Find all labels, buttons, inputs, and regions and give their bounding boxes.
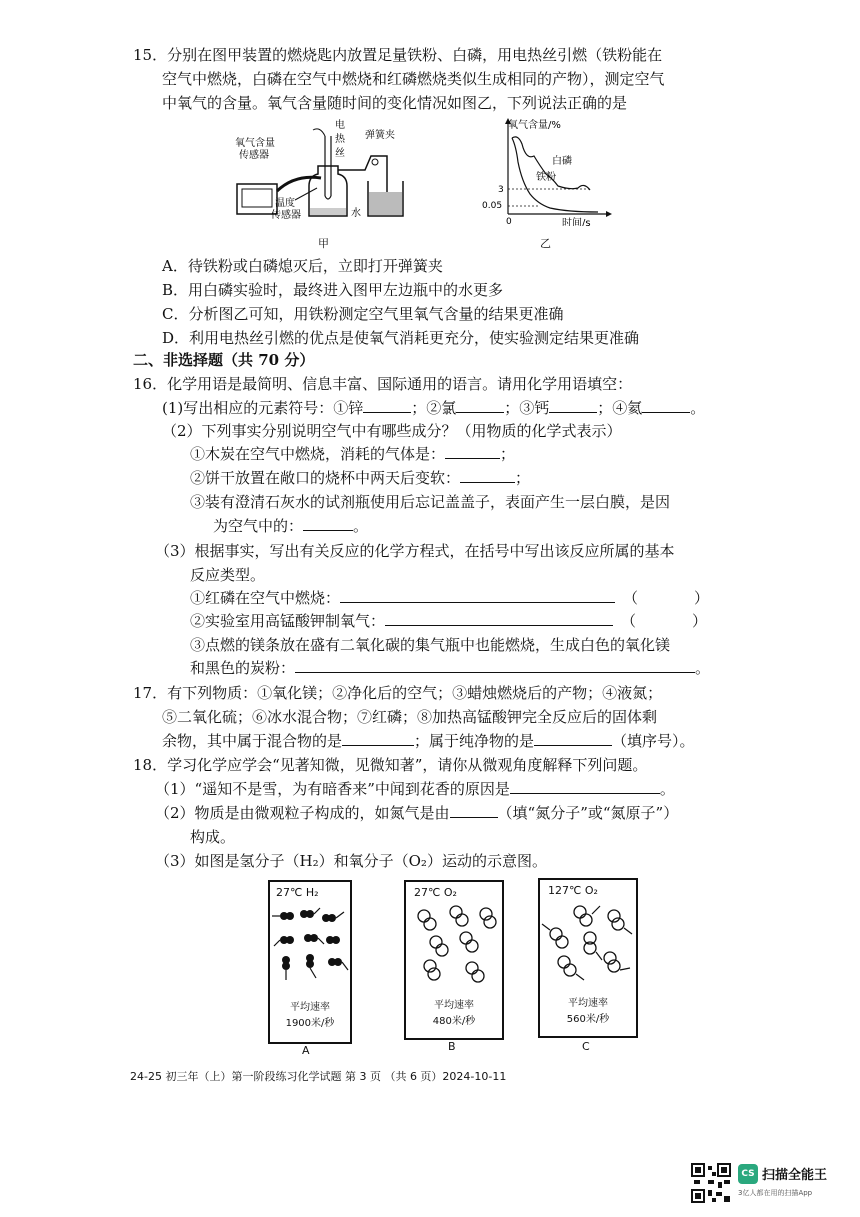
- watermark-app-name: 扫描全能王: [762, 1168, 828, 1183]
- answer-blank[interactable]: [445, 444, 500, 459]
- q16-part3-1: ①红磷在空气中燃烧： （ ）: [190, 589, 710, 607]
- oxygen-molecules-icon: [406, 902, 502, 988]
- camscanner-logo-icon: CS: [738, 1164, 758, 1184]
- water-label: 水: [351, 208, 361, 219]
- page-footer: 24-25 初三年（上）第一阶段练习化学试题 第 3 页 （共 6 页）2024-10-11: [130, 1070, 507, 1083]
- q17-line2: ⑤二氧化硫；⑥冰水混合物；⑦红磷；⑧加热高锰酸钾完全反应后的固体剩: [162, 708, 658, 726]
- q16-part3-line2: 反应类型。: [190, 566, 266, 584]
- apparatus-diagram: [225, 116, 415, 231]
- answer-blank[interactable]: [549, 398, 597, 413]
- white-phosphorus-label: 白磷: [552, 156, 572, 167]
- q15-option-b: B．用白磷实验时，最终进入图甲左边瓶中的水更多: [162, 281, 504, 299]
- q16-part3-2: ②实验室用高锰酸钾制氧气： （ ）: [190, 612, 708, 630]
- q15-option-d: D．利用电热丝引燃的优点是使氧气消耗更充分，使实验测定结果更准确: [162, 329, 640, 347]
- q18-part2: （2）物质是由微观粒子构成的，如氮气是由 （填“氮分子”或“氮原子”）: [155, 804, 679, 822]
- o2-sensor-label: 氧气含量: [235, 138, 275, 149]
- watermark-tagline: 3亿人都在用的扫描App: [738, 1189, 813, 1197]
- q16-part2c-line1: ③装有澄清石灰水的试剂瓶使用后忘记盖盖子，表面产生一层白膜，是因: [190, 493, 671, 511]
- q15-line2: 空气中燃烧，白磷在空气中燃烧和红磷燃烧类似生成相同的产物），测定空气: [162, 70, 665, 88]
- svg-text:温度: 温度: [275, 198, 295, 209]
- q15-line3: 中氧气的含量。氧气含量随时间的变化情况如图乙，下列说法正确的是: [162, 94, 628, 112]
- fig-jia-caption: 甲: [318, 237, 329, 250]
- q16-part2: （2）下列事实分别说明空气中有哪些成分？（用物质的化学式表示）: [162, 422, 622, 440]
- svg-text:0: 0: [506, 217, 512, 226]
- svg-text:3: 3: [498, 185, 504, 195]
- iron-powder-label: 铁粉: [536, 172, 556, 183]
- molecule-box-c: 127℃ O₂ 平均速率 560米/秒: [538, 878, 638, 1038]
- answer-blank[interactable]: [295, 658, 695, 673]
- molecule-box-b: 27℃ O₂ 平均速率 480米/秒: [404, 880, 504, 1040]
- oxygen-molecules-icon: [540, 900, 636, 986]
- svg-text:传感器: 传感器: [239, 150, 269, 161]
- q16-part2c-line2: 为空气中的： 。: [213, 517, 369, 535]
- svg-text:电: 电: [335, 120, 345, 131]
- clamp-label: 弹簧夹: [365, 130, 395, 141]
- oxygen-chart: [478, 116, 618, 226]
- scanner-watermark: [690, 1160, 840, 1204]
- chart-ylabel: 氧气含量/%: [508, 120, 561, 131]
- hydrogen-molecules-icon: [270, 904, 350, 984]
- box-a-caption: A: [302, 1044, 310, 1057]
- svg-text:热: 热: [335, 134, 345, 145]
- q16-part3-3-line1: ③点燃的镁条放在盛有二氧化碳的集气瓶中也能燃烧，生成白色的氧化镁: [190, 636, 671, 654]
- q16-part2b: ②饼干放置在敞口的烧杯中两天后变软： ；: [190, 469, 531, 487]
- answer-blank[interactable]: [642, 398, 690, 413]
- box-c-caption: C: [582, 1040, 590, 1053]
- answer-blank[interactable]: [456, 398, 504, 413]
- q16-part1: (1)写出相应的元素符号：①锌 ；②氯 ；③钙 ；④氦 。: [162, 399, 706, 417]
- q16-part3-3-line2: 和黑色的炭粉： 。: [190, 659, 711, 677]
- molecule-box-a: 27℃ H₂ 平均速率 1900米/秒: [268, 880, 352, 1044]
- answer-blank[interactable]: [510, 779, 660, 794]
- q18-part1: （1）“遥知不是雪，为有暗香来”中闻到花香的原因是 。: [155, 780, 675, 798]
- svg-text:0.05: 0.05: [482, 201, 503, 211]
- q15-line1: 15．分别在图甲装置的燃烧匙内放置足量铁粉、白磷，用电热丝引燃（铁粉能在: [133, 46, 663, 64]
- answer-blank[interactable]: [303, 516, 353, 531]
- answer-blank[interactable]: [340, 588, 615, 603]
- q15-option-a: A．待铁粉或白磷熄灭后，立即打开弹簧夹: [162, 257, 443, 275]
- q16-part2a: ①木炭在空气中燃烧，消耗的气体是： ；: [190, 445, 516, 463]
- box-b-caption: B: [448, 1040, 456, 1053]
- q18-part3: （3）如图是氢分子（H₂）和氧分子（O₂）运动的示意图。: [155, 852, 547, 870]
- section-heading: 二、非选择题（共 70 分）: [133, 351, 315, 369]
- answer-blank[interactable]: [460, 468, 515, 483]
- q18-part2-cont: 构成。: [190, 828, 236, 846]
- q16-intro: 16．化学用语是最简明、信息丰富、国际通用的语言。请用化学用语填空：: [133, 375, 633, 393]
- temp-sensor-label: 传感器: [271, 210, 301, 221]
- answer-blank[interactable]: [450, 803, 498, 818]
- q17-line3: 余物，其中属于混合物的是 ；属于纯净物的是 （填序号）。: [162, 732, 695, 750]
- qr-code-icon: [690, 1162, 732, 1204]
- q17-line1: 17．有下列物质：①氧化镁；②净化后的空气；③蜡烛燃烧后的产物；④液氮；: [133, 684, 663, 702]
- fig-yi-caption: 乙: [540, 237, 551, 250]
- chart-xlabel: 时间/s: [562, 218, 591, 226]
- q18-intro: 18．学习化学应学会“见著知微，见微知著”，请你从微观角度解释下列问题。: [133, 756, 648, 774]
- answer-blank[interactable]: [385, 611, 613, 626]
- answer-blank[interactable]: [363, 398, 411, 413]
- answer-blank[interactable]: [534, 731, 612, 746]
- q15-option-c: C．分析图乙可知，用铁粉测定空气里氧气含量的结果更准确: [162, 305, 564, 323]
- q16-part3-line1: （3）根据事实，写出有关反应的化学方程式，在括号中写出该反应所属的基本: [155, 542, 675, 560]
- svg-text:丝: 丝: [335, 148, 345, 159]
- answer-blank[interactable]: [342, 731, 414, 746]
